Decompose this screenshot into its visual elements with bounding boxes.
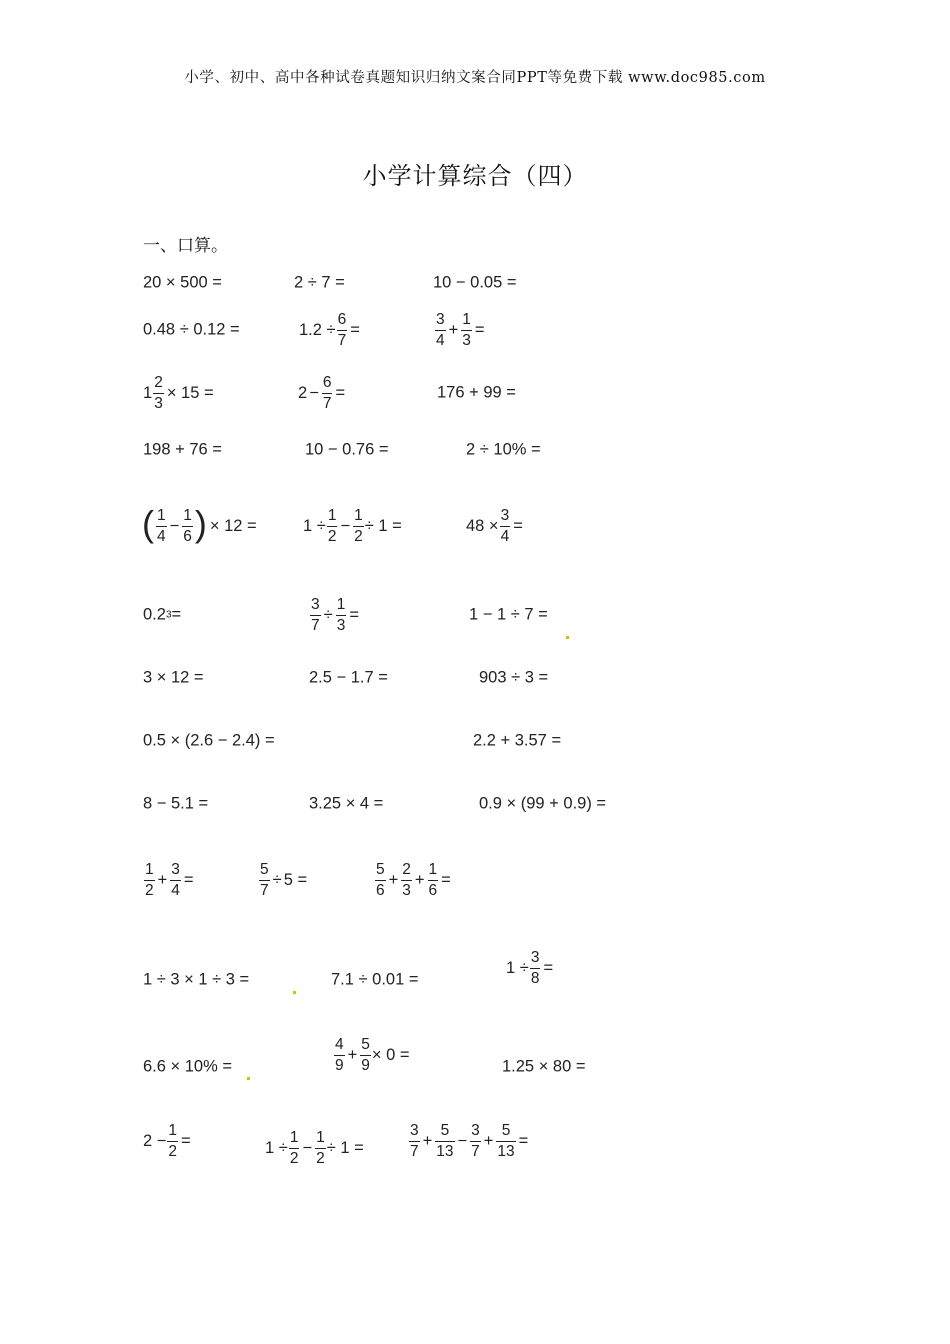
fraction xyxy=(461,312,472,348)
denominator: 8 xyxy=(530,969,540,987)
operator: = xyxy=(335,383,346,402)
operator: = xyxy=(181,1131,191,1150)
numerator: 4 xyxy=(335,1036,344,1053)
expr: 198 + 76 = xyxy=(143,440,222,459)
denominator: 7 xyxy=(322,394,332,412)
fraction xyxy=(337,312,348,348)
expr: 6.6 × 10% = xyxy=(143,1057,232,1076)
denominator: 3 xyxy=(336,616,346,634)
expr: 2 ÷ 7 = xyxy=(294,273,345,292)
left-paren: ( xyxy=(142,503,154,544)
expr: 1.25 × 80 = xyxy=(502,1057,586,1076)
scan-speck xyxy=(293,991,296,994)
numerator: 3 xyxy=(471,1122,480,1139)
exercise-10 xyxy=(143,441,222,460)
operator: = xyxy=(349,605,359,624)
expr: 0.48 ÷ 0.12 = xyxy=(143,320,240,339)
denominator: 2 xyxy=(168,1142,178,1160)
operator: + xyxy=(157,870,168,889)
exercise-31 xyxy=(331,971,419,990)
fraction xyxy=(289,1130,300,1166)
exercise-27 xyxy=(143,862,196,898)
denominator: 6 xyxy=(428,881,438,899)
operator: + xyxy=(414,870,425,889)
expr: 0.5 × (2.6 − 2.4) = xyxy=(143,731,275,750)
fraction xyxy=(182,508,193,544)
fraction xyxy=(428,862,439,898)
operator: − xyxy=(457,1131,468,1150)
exercise-8 xyxy=(298,375,347,411)
denominator: 7 xyxy=(410,1142,419,1160)
exercise-28 xyxy=(258,862,307,898)
numerator: 3 xyxy=(500,507,510,524)
denominator: 7 xyxy=(260,881,269,899)
numerator: 3 xyxy=(410,1122,419,1139)
fraction xyxy=(310,597,321,633)
operator: = xyxy=(350,320,360,339)
numerator: 6 xyxy=(337,311,347,328)
operator: = xyxy=(518,1131,529,1150)
operator: + xyxy=(448,320,459,339)
fraction xyxy=(322,375,333,411)
fraction xyxy=(153,375,164,411)
exercise-23 xyxy=(473,732,561,751)
exercise-21 xyxy=(479,669,548,688)
operator: ÷ xyxy=(272,870,282,889)
fraction xyxy=(360,1037,371,1073)
denominator: 4 xyxy=(500,527,510,545)
numerator: 1 xyxy=(428,861,438,878)
base: 0.2 xyxy=(143,605,166,624)
denominator: 2 xyxy=(289,1149,299,1167)
expr: 10 − 0.05 = xyxy=(433,273,517,292)
expr: 2 − xyxy=(143,1131,167,1150)
exercise-22 xyxy=(143,732,275,751)
expr: 7.1 ÷ 0.01 = xyxy=(331,970,419,989)
expr: 3 × 12 = xyxy=(143,668,204,687)
exercise-17 xyxy=(309,597,361,633)
denominator: 6 xyxy=(376,881,385,899)
numerator: 3 xyxy=(171,861,180,878)
numerator: 1 xyxy=(145,861,154,878)
denominator: 4 xyxy=(436,331,445,349)
fraction xyxy=(315,1130,326,1166)
denominator: 7 xyxy=(337,331,347,349)
expr: 903 ÷ 3 = xyxy=(479,668,549,687)
fraction xyxy=(353,508,364,544)
exercise-11 xyxy=(305,441,389,460)
fraction xyxy=(435,1123,454,1159)
expr: = xyxy=(171,605,182,624)
page-title: 小学计算综合（四） xyxy=(362,162,588,190)
denominator: 2 xyxy=(327,527,337,545)
expr: 3.25 × 4 = xyxy=(309,794,384,813)
numerator: 1 xyxy=(327,507,337,524)
operator: + xyxy=(483,1131,494,1150)
expr: 2.2 + 3.57 = xyxy=(473,731,562,750)
numerator: 1 xyxy=(354,507,363,524)
exercise-36 xyxy=(143,1123,193,1159)
operator: + xyxy=(347,1045,358,1064)
operator: − xyxy=(169,516,180,535)
expr: 2.5 − 1.7 = xyxy=(309,668,388,687)
exercise-12 xyxy=(466,441,541,460)
expr: 1 − 1 ÷ 7 = xyxy=(469,605,548,624)
numerator: 5 xyxy=(361,1036,370,1053)
exercise-25 xyxy=(309,795,383,814)
numerator: 1 xyxy=(157,507,166,524)
numerator: 1 xyxy=(462,311,471,328)
denominator: 7 xyxy=(311,616,320,634)
expr: 1 ÷ xyxy=(303,516,326,535)
expr: 1.2 ÷ xyxy=(299,320,336,339)
operator: + xyxy=(388,870,399,889)
denominator: 4 xyxy=(171,881,180,899)
exercise-5 xyxy=(299,312,362,348)
expr: 2 xyxy=(298,383,308,402)
expr: 8 − 5.1 = xyxy=(143,794,209,813)
fraction xyxy=(336,597,347,633)
fraction xyxy=(156,508,167,544)
denominator: 7 xyxy=(471,1142,480,1160)
numerator: 6 xyxy=(322,374,332,391)
fraction xyxy=(167,1123,178,1159)
exercise-1 xyxy=(143,274,222,293)
numerator: 1 xyxy=(316,1129,325,1146)
operator: ÷ xyxy=(323,605,333,624)
denominator: 2 xyxy=(316,1149,325,1167)
exercise-15 xyxy=(466,508,525,544)
page-header-banner: 小学、初中、高中各种试卷真题知识归纳文案合同PPT等免费下载 www.doc985.com xyxy=(184,70,766,86)
exercise-3 xyxy=(433,274,517,293)
operator: = xyxy=(543,958,554,977)
exercise-38 xyxy=(408,1123,530,1159)
expr: 48 × xyxy=(466,516,499,535)
expr: 5 = xyxy=(283,870,308,889)
exercise-6 xyxy=(434,312,487,348)
exercise-16 xyxy=(143,606,181,625)
expr: × 0 = xyxy=(371,1045,410,1064)
numerator: 2 xyxy=(154,374,163,391)
expr: 20 × 500 = xyxy=(143,273,222,292)
expr: ÷ 1 = xyxy=(326,1138,364,1157)
numerator: 5 xyxy=(376,861,385,878)
fraction xyxy=(500,508,511,544)
exercise-29 xyxy=(374,862,453,898)
exercise-33 xyxy=(143,1058,232,1077)
fraction xyxy=(259,862,270,898)
denominator: 9 xyxy=(335,1056,344,1074)
numerator: 1 xyxy=(183,507,192,524)
fraction xyxy=(496,1123,515,1159)
exercise-20 xyxy=(309,669,388,688)
denominator: 13 xyxy=(436,1142,454,1160)
numerator: 5 xyxy=(440,1122,450,1139)
section-heading-mental-math: 一、口算。 xyxy=(143,236,228,256)
expr: 1 ÷ 3 × 1 ÷ 3 = xyxy=(143,970,250,989)
exercise-30 xyxy=(143,971,249,990)
denominator: 3 xyxy=(154,394,163,412)
operator: + xyxy=(422,1131,433,1150)
denominator: 9 xyxy=(361,1056,370,1074)
operator: − xyxy=(309,383,319,402)
exercise-37 xyxy=(265,1130,364,1166)
operator: = xyxy=(183,870,194,889)
fraction xyxy=(375,862,386,898)
expr: 2 ÷ 10% = xyxy=(466,440,541,459)
expr: 10 − 0.76 = xyxy=(305,440,389,459)
exercise-19 xyxy=(143,669,204,688)
right-paren: ) xyxy=(194,503,207,544)
exercise-4 xyxy=(143,321,240,340)
expr: × 15 = xyxy=(166,383,214,402)
exercise-7 xyxy=(143,375,216,411)
whole-part: 1 xyxy=(143,383,153,402)
numerator: 5 xyxy=(501,1122,511,1139)
exercise-35 xyxy=(502,1058,586,1077)
exercise-18 xyxy=(469,606,548,625)
denominator: 3 xyxy=(462,331,471,349)
numerator: 1 xyxy=(168,1122,178,1139)
fraction xyxy=(470,1123,481,1159)
numerator: 1 xyxy=(289,1129,299,1146)
exercise-9 xyxy=(437,384,516,403)
fraction xyxy=(144,862,155,898)
numerator: 3 xyxy=(311,596,320,613)
denominator: 13 xyxy=(497,1142,515,1160)
exercise-24 xyxy=(143,795,208,814)
numerator: 3 xyxy=(530,949,540,966)
denominator: 4 xyxy=(157,527,166,545)
exponent: 3 xyxy=(165,609,172,621)
operator: = xyxy=(441,870,451,889)
expr: 1 ÷ xyxy=(265,1138,288,1157)
exercise-34 xyxy=(333,1037,410,1073)
numerator: 3 xyxy=(436,311,445,328)
expr: ÷ 1 = xyxy=(364,516,402,535)
fraction xyxy=(170,862,181,898)
expr: 176 + 99 = xyxy=(437,383,516,402)
numerator: 5 xyxy=(260,861,269,878)
denominator: 2 xyxy=(145,881,154,899)
denominator: 6 xyxy=(183,527,192,545)
scan-speck xyxy=(566,636,569,639)
operator: − xyxy=(340,516,351,535)
scan-speck xyxy=(247,1077,250,1080)
fraction xyxy=(409,1123,420,1159)
operator: = xyxy=(513,516,523,535)
exercise-32 xyxy=(506,950,555,986)
exercise-26 xyxy=(479,795,606,814)
denominator: 2 xyxy=(354,527,363,545)
denominator: 3 xyxy=(402,881,411,899)
fraction xyxy=(401,862,412,898)
numerator: 1 xyxy=(336,596,346,613)
exercise-2 xyxy=(294,274,345,293)
numerator: 2 xyxy=(402,861,411,878)
exercise-14 xyxy=(303,508,402,544)
fraction xyxy=(530,950,541,986)
operator: = xyxy=(474,320,485,339)
expr: 0.9 × (99 + 0.9) = xyxy=(479,794,607,813)
exercise-13 xyxy=(141,503,259,545)
operator: − xyxy=(302,1138,313,1157)
expr: 1 ÷ xyxy=(506,958,529,977)
fraction xyxy=(334,1037,345,1073)
expr: × 12 = xyxy=(209,516,257,535)
fraction xyxy=(327,508,338,544)
fraction xyxy=(435,312,446,348)
